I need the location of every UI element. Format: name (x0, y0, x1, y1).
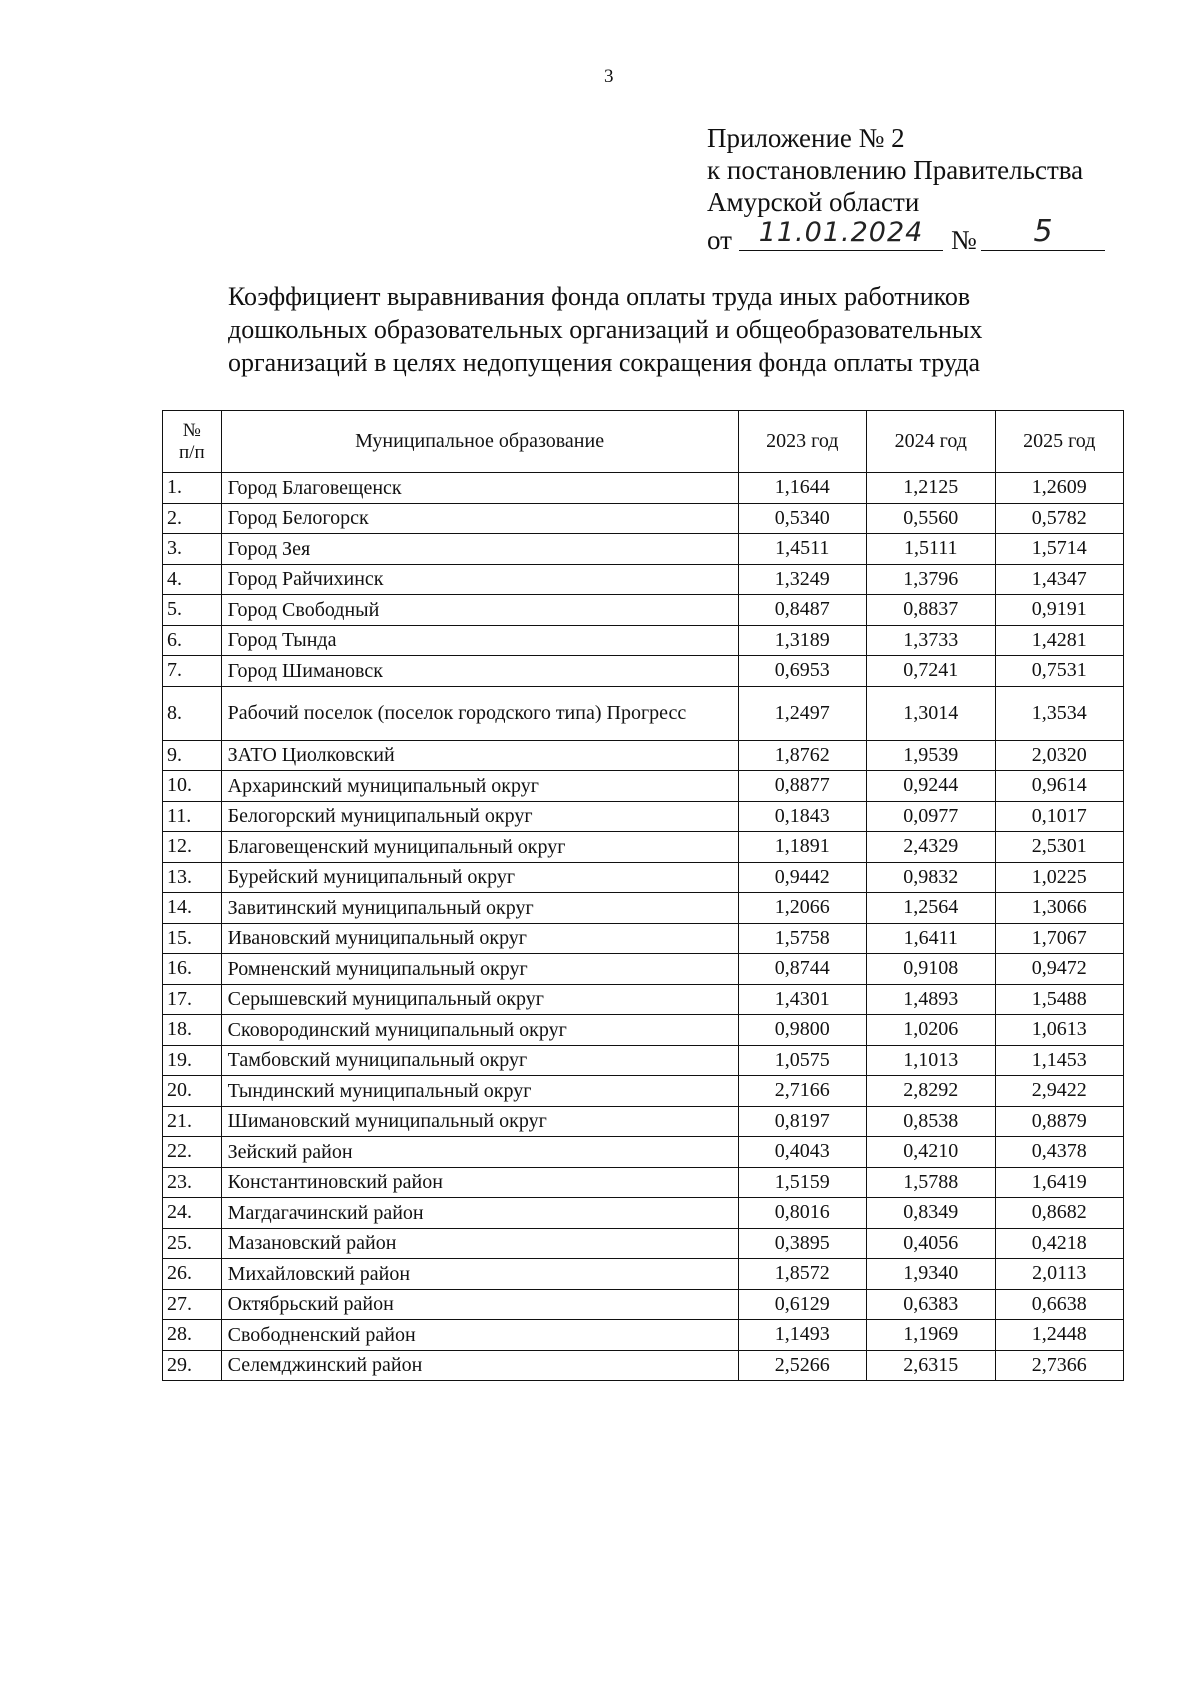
value-2024: 1,4893 (867, 984, 995, 1015)
value-2023: 0,4043 (738, 1137, 866, 1168)
header-2023: 2023 год (738, 411, 866, 473)
municipality-name: Город Благовещенск (221, 473, 738, 504)
value-2023: 0,8016 (738, 1198, 866, 1229)
row-number: 25. (163, 1228, 222, 1259)
value-2024: 1,3014 (867, 686, 995, 740)
municipality-name: Магдагачинский район (221, 1198, 738, 1229)
value-2023: 2,5266 (738, 1350, 866, 1381)
value-2024: 1,1013 (867, 1045, 995, 1076)
municipality-name: Тындинский муниципальный округ (221, 1076, 738, 1107)
document-title (228, 280, 1108, 379)
value-2024: 1,3796 (867, 564, 995, 595)
table-row (163, 984, 1124, 1015)
value-2023: 1,1891 (738, 832, 866, 863)
row-number: 26. (163, 1259, 222, 1290)
header-municipality: Муниципальное образование (221, 411, 738, 473)
value-2024: 0,9108 (867, 954, 995, 985)
number-label: № (951, 225, 977, 255)
row-number: 27. (163, 1289, 222, 1320)
value-2025: 0,9614 (995, 771, 1124, 802)
header-2025: 2025 год (995, 411, 1124, 473)
table-row (163, 1198, 1124, 1229)
municipality-name: Михайловский район (221, 1259, 738, 1290)
table-row (163, 1259, 1124, 1290)
value-2024: 1,6411 (867, 923, 995, 954)
municipality-name: Константиновский район (221, 1167, 738, 1198)
title-line-3: организаций в целях недопущения сокращения фонда оплаты труда (228, 348, 980, 377)
value-2023: 1,4301 (738, 984, 866, 1015)
value-2025: 1,0613 (995, 1015, 1124, 1046)
header-number-abbr: п/п (179, 441, 205, 463)
municipality-name: ЗАТО Циолковский (221, 740, 738, 771)
value-2024: 1,9340 (867, 1259, 995, 1290)
value-2025: 0,6638 (995, 1289, 1124, 1320)
table-row (163, 1015, 1124, 1046)
row-number: 19. (163, 1045, 222, 1076)
value-2023: 0,5340 (738, 503, 866, 534)
table-row (163, 1167, 1124, 1198)
value-2025: 0,8879 (995, 1106, 1124, 1137)
row-number: 9. (163, 740, 222, 771)
municipality-name: Сковородинский муниципальный округ (221, 1015, 738, 1046)
title-line-1: Коэффициент выравнивания фонда оплаты труда иных работников (228, 282, 971, 311)
municipality-name: Город Тында (221, 625, 738, 656)
value-2025: 1,4347 (995, 564, 1124, 595)
value-2023: 1,8762 (738, 740, 866, 771)
row-number: 20. (163, 1076, 222, 1107)
value-2023: 1,2066 (738, 893, 866, 924)
header-number (163, 411, 222, 473)
municipality-name: Мазановский район (221, 1228, 738, 1259)
municipality-name: Город Зея (221, 534, 738, 565)
value-2023: 1,1493 (738, 1320, 866, 1351)
value-2023: 0,8877 (738, 771, 866, 802)
handwritten-number: 5 (981, 214, 1105, 251)
table-row (163, 1350, 1124, 1381)
value-2025: 2,0113 (995, 1259, 1124, 1290)
table-row (163, 1137, 1124, 1168)
row-number: 17. (163, 984, 222, 1015)
row-number: 21. (163, 1106, 222, 1137)
municipality-name: Завитинский муниципальный округ (221, 893, 738, 924)
row-number: 24. (163, 1198, 222, 1229)
coefficient-table (162, 410, 1124, 1381)
row-number: 28. (163, 1320, 222, 1351)
table-row (163, 473, 1124, 504)
value-2024: 2,6315 (867, 1350, 995, 1381)
table-row (163, 1320, 1124, 1351)
municipality-name: Ивановский муниципальный округ (221, 923, 738, 954)
value-2024: 0,9244 (867, 771, 995, 802)
value-2024: 0,5560 (867, 503, 995, 534)
value-2024: 0,4210 (867, 1137, 995, 1168)
value-2024: 0,7241 (867, 656, 995, 687)
value-2024: 1,5788 (867, 1167, 995, 1198)
appendix-title: Приложение № 2 (707, 123, 905, 153)
municipality-name: Город Свободный (221, 595, 738, 626)
value-2024: 0,6383 (867, 1289, 995, 1320)
table-row (163, 1289, 1124, 1320)
row-number: 22. (163, 1137, 222, 1168)
value-2024: 1,2564 (867, 893, 995, 924)
municipality-name: Октябрьский район (221, 1289, 738, 1320)
value-2024: 0,9832 (867, 862, 995, 893)
row-number: 14. (163, 893, 222, 924)
value-2025: 1,4281 (995, 625, 1124, 656)
table-row (163, 1228, 1124, 1259)
value-2024: 1,3733 (867, 625, 995, 656)
value-2025: 1,0225 (995, 862, 1124, 893)
value-2023: 0,8744 (738, 954, 866, 985)
municipality-name: Белогорский муниципальный округ (221, 801, 738, 832)
value-2024: 2,4329 (867, 832, 995, 863)
table-row (163, 954, 1124, 985)
row-number: 12. (163, 832, 222, 863)
value-2025: 2,0320 (995, 740, 1124, 771)
municipality-name: Рабочий поселок (поселок городского типа) Прогресс (221, 686, 738, 740)
value-2025: 0,4218 (995, 1228, 1124, 1259)
table-row (163, 862, 1124, 893)
appendix-date-line (707, 214, 1083, 255)
value-2023: 0,9442 (738, 862, 866, 893)
value-2023: 1,3189 (738, 625, 866, 656)
municipality-name: Серышевский муниципальный округ (221, 984, 738, 1015)
table-body (163, 473, 1124, 1381)
municipality-name: Ромненский муниципальный округ (221, 954, 738, 985)
table-row (163, 595, 1124, 626)
row-number: 8. (163, 686, 222, 740)
value-2024: 1,1969 (867, 1320, 995, 1351)
municipality-name: Город Райчихинск (221, 564, 738, 595)
value-2023: 0,6129 (738, 1289, 866, 1320)
value-2024: 1,2125 (867, 473, 995, 504)
value-2023: 1,5159 (738, 1167, 866, 1198)
value-2023: 1,8572 (738, 1259, 866, 1290)
municipality-name: Свободненский район (221, 1320, 738, 1351)
value-2025: 2,5301 (995, 832, 1124, 863)
value-2023: 0,8197 (738, 1106, 866, 1137)
row-number: 6. (163, 625, 222, 656)
row-number: 5. (163, 595, 222, 626)
value-2025: 0,7531 (995, 656, 1124, 687)
value-2023: 2,7166 (738, 1076, 866, 1107)
municipality-name: Зейский район (221, 1137, 738, 1168)
row-number: 7. (163, 656, 222, 687)
value-2025: 1,5714 (995, 534, 1124, 565)
value-2025: 1,1453 (995, 1045, 1124, 1076)
value-2023: 1,1644 (738, 473, 866, 504)
row-number: 16. (163, 954, 222, 985)
table-row (163, 801, 1124, 832)
handwritten-date: 11.01.2024 (739, 216, 943, 251)
table-row (163, 656, 1124, 687)
table-row (163, 740, 1124, 771)
appendix-resolution: к постановлению Правительства (707, 155, 1084, 185)
table-row (163, 625, 1124, 656)
header-number-symbol: № (182, 419, 201, 441)
appendix-region: Амурской области (707, 187, 920, 217)
title-line-2: дошкольных образовательных организаций и общеобразовательных (228, 315, 983, 344)
table-row (163, 503, 1124, 534)
municipality-name: Город Белогорск (221, 503, 738, 534)
row-number: 10. (163, 771, 222, 802)
table-row (163, 1045, 1124, 1076)
value-2025: 0,8682 (995, 1198, 1124, 1229)
row-number: 2. (163, 503, 222, 534)
value-2023: 1,5758 (738, 923, 866, 954)
value-2024: 2,8292 (867, 1076, 995, 1107)
value-2024: 0,8538 (867, 1106, 995, 1137)
table-row (163, 923, 1124, 954)
value-2023: 0,8487 (738, 595, 866, 626)
date-prefix: от (707, 225, 732, 255)
value-2025: 0,9472 (995, 954, 1124, 985)
value-2025: 1,5488 (995, 984, 1124, 1015)
value-2023: 1,2497 (738, 686, 866, 740)
row-number: 4. (163, 564, 222, 595)
value-2024: 0,8349 (867, 1198, 995, 1229)
row-number: 23. (163, 1167, 222, 1198)
row-number: 11. (163, 801, 222, 832)
appendix-header (707, 122, 1083, 254)
municipality-name: Бурейский муниципальный округ (221, 862, 738, 893)
value-2025: 1,3066 (995, 893, 1124, 924)
value-2025: 2,7366 (995, 1350, 1124, 1381)
table-row (163, 832, 1124, 863)
municipality-name: Тамбовский муниципальный округ (221, 1045, 738, 1076)
value-2025: 1,7067 (995, 923, 1124, 954)
table-row (163, 1076, 1124, 1107)
value-2025: 0,9191 (995, 595, 1124, 626)
row-number: 3. (163, 534, 222, 565)
row-number: 29. (163, 1350, 222, 1381)
table-row (163, 893, 1124, 924)
row-number: 1. (163, 473, 222, 504)
table-row (163, 686, 1124, 740)
value-2025: 1,6419 (995, 1167, 1124, 1198)
municipality-name: Город Шимановск (221, 656, 738, 687)
value-2023: 1,0575 (738, 1045, 866, 1076)
value-2024: 0,0977 (867, 801, 995, 832)
municipality-name: Селемджинский район (221, 1350, 738, 1381)
table-header-row (163, 411, 1124, 473)
value-2025: 0,1017 (995, 801, 1124, 832)
value-2024: 0,4056 (867, 1228, 995, 1259)
row-number: 18. (163, 1015, 222, 1046)
table-row (163, 771, 1124, 802)
header-2024: 2024 год (867, 411, 995, 473)
value-2025: 0,5782 (995, 503, 1124, 534)
table-row (163, 564, 1124, 595)
value-2025: 0,4378 (995, 1137, 1124, 1168)
value-2023: 0,9800 (738, 1015, 866, 1046)
value-2025: 1,2609 (995, 473, 1124, 504)
municipality-name: Архаринский муниципальный округ (221, 771, 738, 802)
page-number: 3 (604, 66, 614, 87)
value-2023: 1,4511 (738, 534, 866, 565)
value-2024: 1,9539 (867, 740, 995, 771)
municipality-name: Благовещенский муниципальный округ (221, 832, 738, 863)
value-2025: 1,2448 (995, 1320, 1124, 1351)
value-2025: 2,9422 (995, 1076, 1124, 1107)
value-2024: 0,8837 (867, 595, 995, 626)
table-row (163, 534, 1124, 565)
value-2024: 1,0206 (867, 1015, 995, 1046)
value-2025: 1,3534 (995, 686, 1124, 740)
value-2024: 1,5111 (867, 534, 995, 565)
value-2023: 1,3249 (738, 564, 866, 595)
row-number: 15. (163, 923, 222, 954)
municipality-name: Шимановский муниципальный округ (221, 1106, 738, 1137)
row-number: 13. (163, 862, 222, 893)
value-2023: 0,3895 (738, 1228, 866, 1259)
table-row (163, 1106, 1124, 1137)
value-2023: 0,1843 (738, 801, 866, 832)
value-2023: 0,6953 (738, 656, 866, 687)
